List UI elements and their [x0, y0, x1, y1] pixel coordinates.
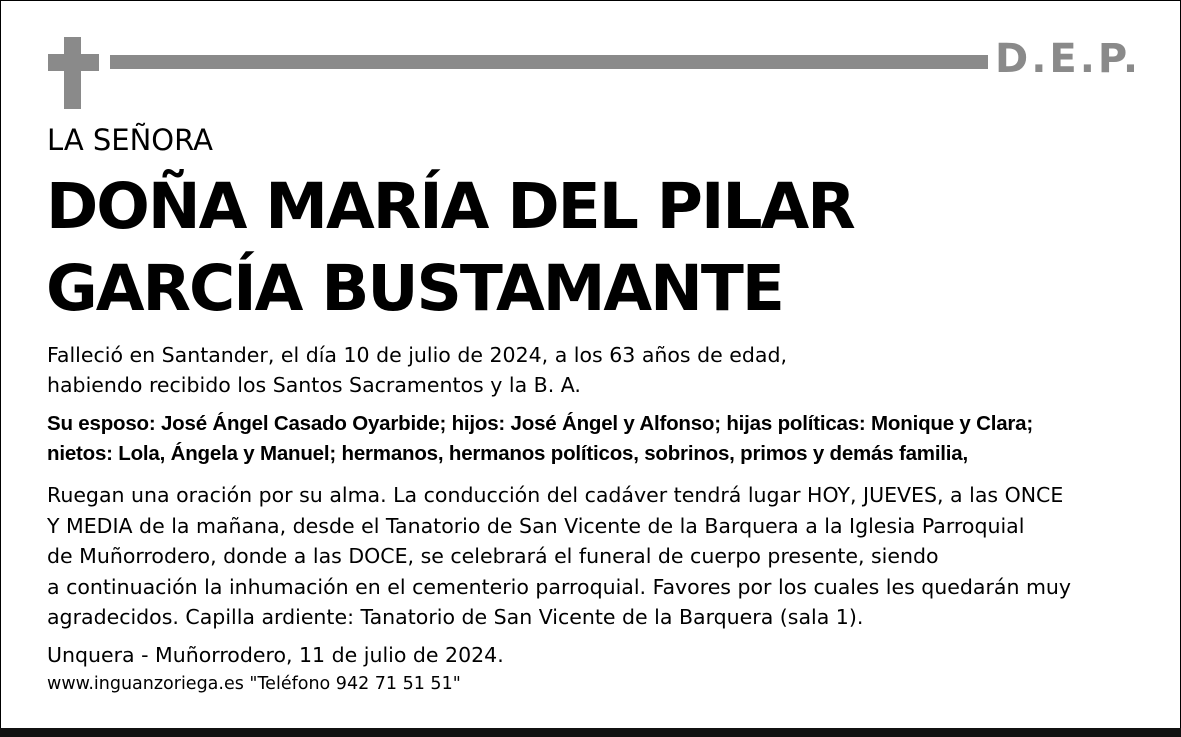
service-text-line4: a continuación la inhumación en el cementerio parroquial. Favores por los cuales les quedarán muy — [47, 575, 1072, 599]
place-date: Unquera - Muñorrodero, 11 de julio de 2024. — [47, 643, 504, 667]
header-rule — [110, 55, 988, 69]
deceased-name-line2: GARCÍA BUSTAMANTE — [46, 252, 783, 325]
title-prefix: LA SEÑORA — [47, 123, 213, 157]
death-notice-line2: habiendo recibido los Santos Sacramentos y la B. A. — [47, 373, 581, 397]
service-text-line3: de Muñorrodero, donde a las DOCE, se celebrará el funeral de cuerpo presente, siendo — [47, 544, 939, 568]
death-notice-line1: Falleció en Santander, el día 10 de julio de 2024, a los 63 años de edad, — [47, 343, 787, 367]
service-text-line2: Y MEDIA de la mañana, desde el Tanatorio de San Vicente de la Barquera a la Iglesia Parroquial — [47, 514, 1025, 538]
deceased-name-line1: DOÑA MARÍA DEL PILAR — [46, 170, 854, 243]
dep-label: D.E.P. — [995, 36, 1142, 82]
footer-rule — [0, 728, 1181, 737]
service-text-line5: agradecidos. Capilla ardiente: Tanatorio de San Vicente de la Barquera (sala 1). — [47, 605, 864, 629]
family-line2: nietos: Lola, Ángela y Manuel; hermanos, hermanos políticos, sobrinos, primos y demás familia, — [47, 442, 968, 465]
service-text-line1: Ruegan una oración por su alma. La conducción del cadáver tendrá lugar HOY, JUEVES, a las ONCE — [47, 483, 1064, 507]
contact-info: www.inguanzoriega.es "Teléfono 942 71 51 51" — [47, 674, 461, 694]
cross-icon — [48, 37, 99, 109]
family-line1: Su esposo: José Ángel Casado Oyarbide; hijos: José Ángel y Alfonso; hijas políticas: Monique y Clara; — [47, 412, 1034, 435]
